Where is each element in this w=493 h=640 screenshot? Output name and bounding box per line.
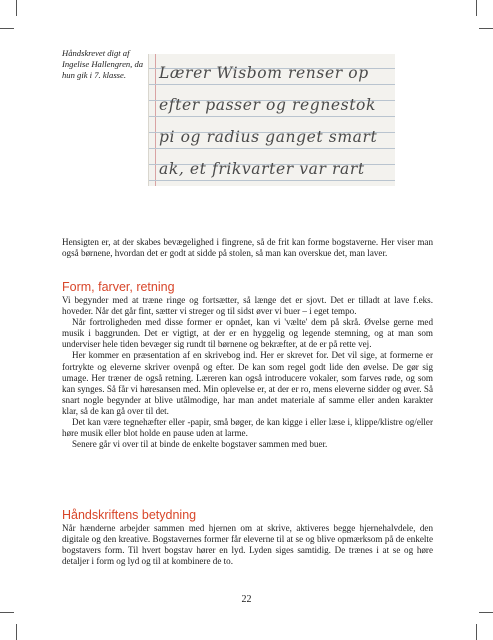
notebook-rule xyxy=(149,148,395,149)
crop-mark xyxy=(479,612,493,613)
body-paragraph: Det kan være tegnehæfter eller -papir, små bøger, de kan kigge i eller læse i, klippe/klistre og/eller høre musik eller blot holde en pause uden at larme. xyxy=(62,417,433,439)
crop-mark xyxy=(476,0,477,16)
section-heading: Form, farver, retning xyxy=(62,280,175,294)
crop-mark xyxy=(16,624,17,640)
section-heading: Håndskriftens betydning xyxy=(62,508,197,522)
body-paragraph: Her kommer en præsentation af en skrivebog ind. Her er skrevet for. Det vil sige, at formerne er fortrykte og eleverne skriver ovenpå og efter. De kan som regel godt lide den øvelse. De gør sig umage. Her træner de også retning. Læreren kan også introducere vokaler, som farves røde, og som kan synges. Så får vi høresansen med. Min oplevelse er, at der er ro, mens eleverne sidder og øver. Så snart nogle begynder at blive utålmodige, har man andet materiale af samme eller anden karakter klar, så de kan gå over til det. xyxy=(62,350,433,416)
body-paragraph: Når hænderne arbejder sammen med hjernen om at skrive, aktiveres begge hjernehalvdele, den digitale og den kreative. Bogstavernes former får eleverne til at se og blive opmærksom på de enkelte bogstavers form. Til hvert bogstav hører en lyd. Lyden siges samtidig. De trænes i at se og høre detaljer i form og lyd og til at kombinere de to. xyxy=(62,523,433,567)
body-paragraph: Hensigten er, at der skabes bevægelighed i fingrene, så de frit kan forme bogstaverne. Her viser man også børnene, hvordan det er godt at sidde på stolen, så man kan overskue det, man laver. xyxy=(62,237,433,259)
notebook-rule xyxy=(149,180,395,181)
section-body xyxy=(62,523,433,567)
crop-mark xyxy=(0,612,14,613)
handwritten-line: pi og radius ganget smart xyxy=(159,128,378,146)
crop-mark xyxy=(0,28,14,29)
crop-mark xyxy=(479,28,493,29)
page-number: 22 xyxy=(241,594,252,605)
handwritten-line: efter passer og regnestok xyxy=(159,96,376,114)
crop-mark xyxy=(16,0,17,16)
image-caption: Håndskrevet digt af Ingelise Hallengren, da hun gik i 7. klasse. xyxy=(62,48,144,80)
body-paragraph: Vi begynder med at træne ringe og fortsætter, så længe det er sjovt. Det er tilladt at lave f.eks. hoveder. Når det går fint, sætter vi streger og til sidst øver vi buer – i eget tempo. xyxy=(62,295,433,317)
handwritten-line: ak, et frikvarter var rart xyxy=(159,160,365,178)
notebook-margin-line xyxy=(155,54,156,186)
body-paragraph: Senere går vi over til at binde de enkelte bogstaver sammen med buer. xyxy=(72,439,328,450)
notebook-rule xyxy=(149,116,395,117)
section-body xyxy=(62,295,433,450)
intro-text xyxy=(62,237,433,259)
handwritten-line: Lærer Wisbom renser op xyxy=(159,64,369,82)
handwritten-poem-image xyxy=(148,54,395,186)
notebook-rule xyxy=(149,84,395,85)
crop-mark xyxy=(476,624,477,640)
body-paragraph: Når fortroligheden med disse former er opnået, kan vi 'vælte' dem på skrå. Øvelse gerne med musik i baggrunden. Det er vigtigt, at der er en hyggelig og legende stemning, og at man som underviser hele tiden bevæger sig rundt til børnene og bekræfter, at de er på rette vej. xyxy=(62,317,433,350)
